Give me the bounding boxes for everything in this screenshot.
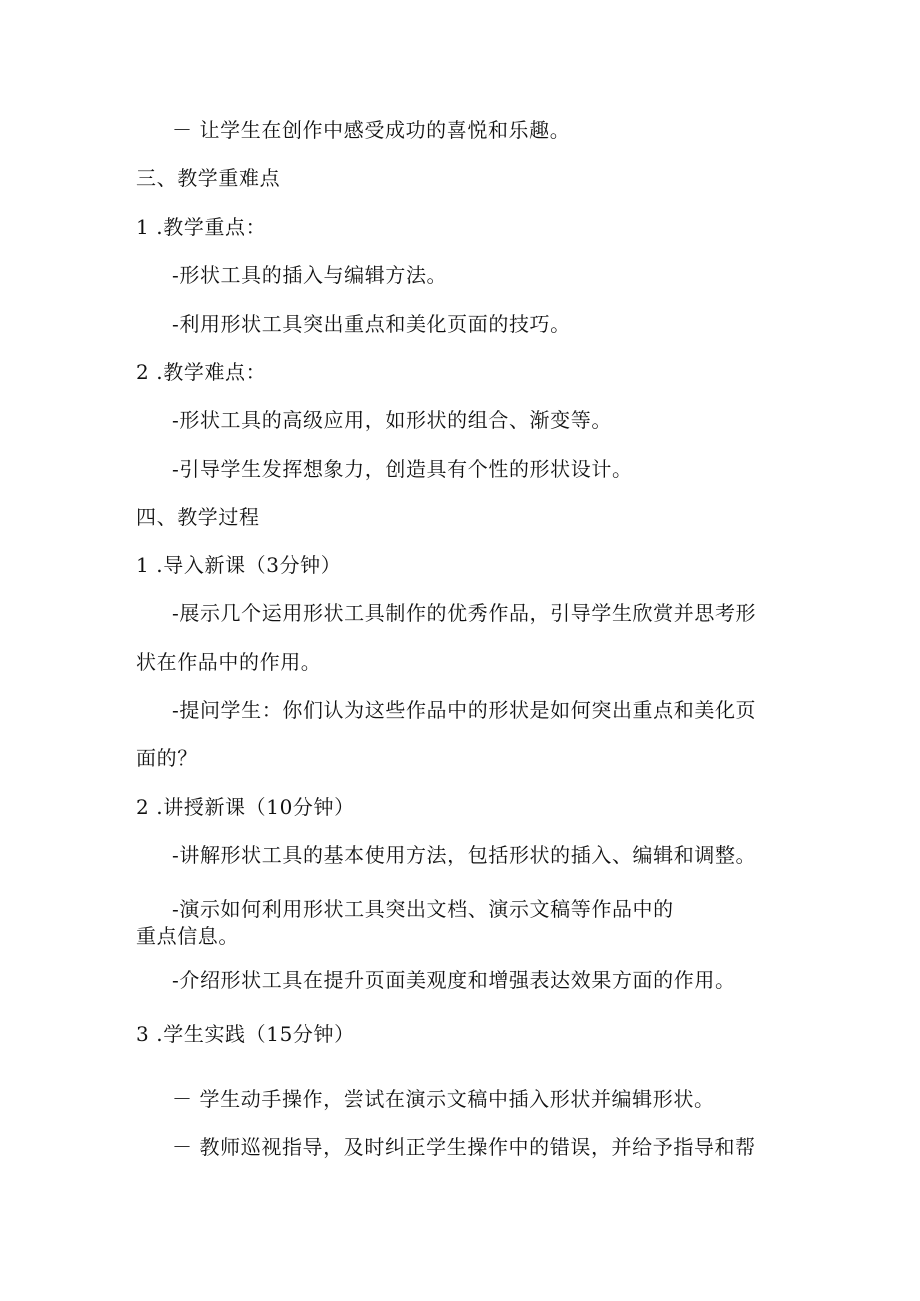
- section-heading-teaching-process: 四、教学过程: [136, 505, 260, 529]
- subheading-difficult-points: 2 .教学难点：: [136, 360, 267, 384]
- paragraph-line: 状在作品中的作用。: [136, 650, 322, 674]
- paragraph-line: -介绍形状工具在提升页面美观度和增强表达效果方面的作用。: [172, 968, 736, 992]
- paragraph-line: -提问学生：你们认为这些作品中的形状是如何突出重点和美化页: [172, 698, 757, 722]
- objective-line: － 让学生在创作中感受成功的喜悦和乐趣。: [172, 118, 571, 142]
- subheading-student-practice: 3 .学生实践（15分钟）: [136, 1022, 355, 1046]
- section-heading-key-difficult-points: 三、教学重难点: [136, 166, 281, 190]
- list-item: -引导学生发挥想象力，创造具有个性的形状设计。: [172, 457, 633, 481]
- list-item: -形状工具的插入与编辑方法。: [172, 263, 448, 287]
- subheading-new-lesson: 2 .讲授新课（10分钟）: [136, 795, 355, 819]
- paragraph-line: 重点信息。: [136, 924, 239, 948]
- paragraph-line: － 教师巡视指导，及时纠正学生操作中的错误，并给予指导和帮: [172, 1135, 756, 1159]
- list-item: -形状工具的高级应用，如形状的组合、渐变等。: [172, 408, 612, 432]
- subheading-introduction: 1 .导入新课（3分钟）: [136, 553, 342, 577]
- subheading-key-points: 1 .教学重点：: [136, 215, 267, 239]
- list-item: -利用形状工具突出重点和美化页面的技巧。: [172, 312, 571, 336]
- paragraph-line: -演示如何利用形状工具突出文档、演示文稿等作品中的: [172, 897, 674, 921]
- paragraph-line: -讲解形状工具的基本使用方法，包括形状的插入、编辑和调整。: [172, 843, 757, 867]
- paragraph-line: -展示几个运用形状工具制作的优秀作品，引导学生欣赏并思考形: [172, 601, 757, 625]
- paragraph-line: 面的？: [136, 746, 198, 770]
- paragraph-line: － 学生动手操作，尝试在演示文稿中插入形状并编辑形状。: [172, 1087, 715, 1111]
